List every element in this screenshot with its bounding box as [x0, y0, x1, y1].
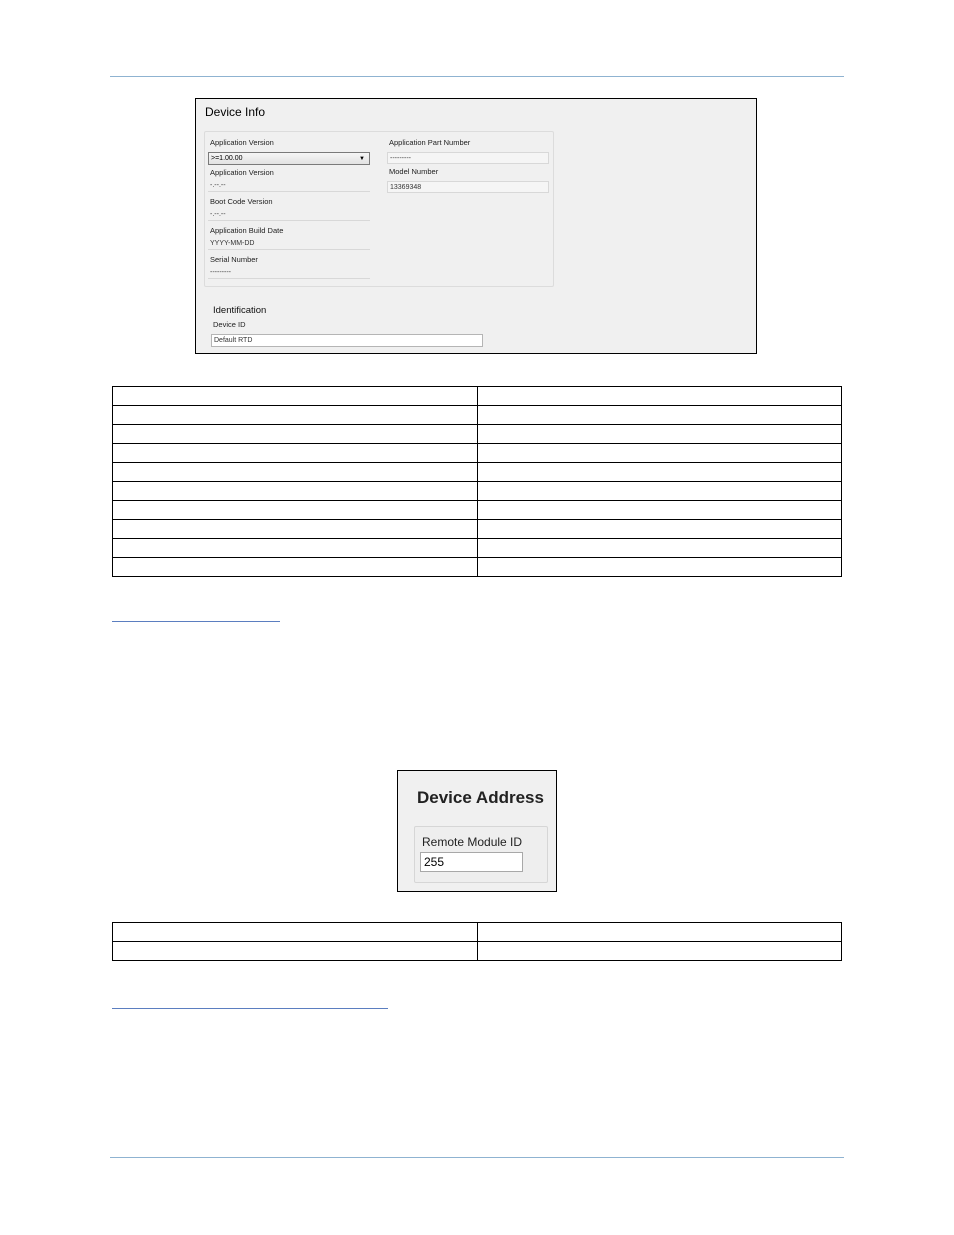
table-row	[113, 558, 842, 577]
section-link-underline[interactable]	[112, 621, 280, 622]
table-row	[113, 425, 842, 444]
device-id-input[interactable]: Default RTD	[211, 334, 483, 347]
table-row	[113, 539, 842, 558]
table-row	[113, 406, 842, 425]
remote-module-id-input[interactable]: 255	[420, 852, 523, 872]
boot-code-version-field: -.--.--	[208, 209, 370, 221]
application-part-number-label: Application Part Number	[389, 138, 471, 147]
model-number-field: 13369348	[387, 181, 549, 193]
application-part-number-field: ---------	[387, 152, 549, 164]
model-number-label: Model Number	[389, 167, 439, 176]
chevron-down-icon: ▼	[359, 156, 365, 162]
table-row	[113, 942, 842, 961]
section-link-underline[interactable]	[112, 1008, 388, 1009]
device-id-label: Device ID	[213, 320, 246, 329]
table-row	[113, 923, 842, 942]
device-address-settings-table	[112, 922, 842, 961]
device-address-panel	[397, 770, 557, 892]
application-version-label: Application Version	[210, 168, 274, 177]
table-row	[113, 463, 842, 482]
table-row	[113, 482, 842, 501]
application-build-date-field: YYYY-MM-DD	[208, 238, 370, 250]
boot-code-version-label: Boot Code Version	[210, 197, 273, 206]
serial-number-field: ---------	[208, 267, 370, 279]
device-info-title: Device Info	[205, 105, 266, 119]
footer-rule	[110, 1157, 844, 1158]
remote-module-id-label: Remote Module ID	[422, 835, 523, 849]
application-version-selector-label: Application Version	[210, 138, 274, 147]
table-row	[113, 387, 842, 406]
application-version-selected: >=1.00.00	[211, 155, 243, 162]
table-row	[113, 444, 842, 463]
application-build-date-label: Application Build Date	[210, 226, 284, 235]
application-version-field: -.--.--	[208, 180, 370, 192]
application-version-dropdown[interactable]	[208, 152, 370, 165]
header-rule	[110, 76, 844, 77]
device-address-title: Device Address	[417, 788, 544, 807]
device-info-settings-table	[112, 386, 842, 577]
table-row	[113, 501, 842, 520]
table-row	[113, 520, 842, 539]
device-info-panel	[195, 98, 757, 354]
identification-title: Identification	[213, 305, 267, 316]
serial-number-label: Serial Number	[210, 255, 258, 264]
